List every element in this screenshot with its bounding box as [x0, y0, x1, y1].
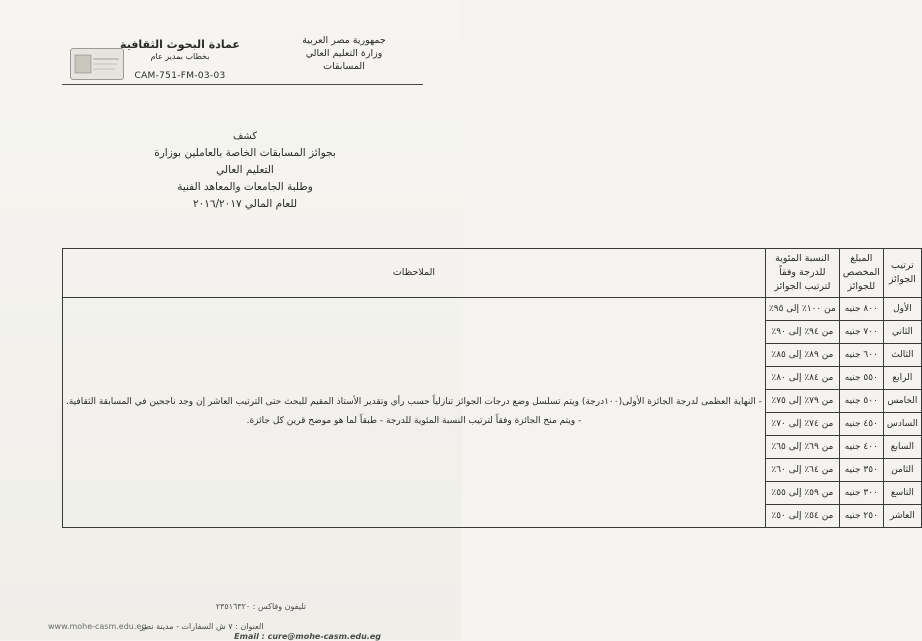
- amount-cell: ٤٠٠ جنيه: [839, 436, 883, 459]
- header-percent: النسبة المئوية للدرجة وفقاً لترتيب الجوائز: [765, 249, 839, 298]
- percent-cell: من ٦٩٪ إلى ٦٥٪: [765, 436, 839, 459]
- title-line-1: بجوائز المسابقات الخاصة بالعاملين بوزارة التعليم العالي: [154, 147, 336, 176]
- percent-cell: من ٧٩٪ إلى ٧٥٪: [765, 390, 839, 413]
- rank-cell: الخامس: [883, 390, 921, 413]
- header-line-ministry: وزارة التعليم العالي: [305, 48, 383, 59]
- footer-website: www.mohe-casm.edu.eg: [48, 622, 147, 631]
- rank-cell: التاسع: [883, 482, 921, 505]
- org-header: [120, 38, 240, 81]
- percent-cell: من ١٠٠٪ إلى ٩٥٪: [765, 298, 839, 321]
- footer-phone: تليفون وفاكس : ٢٣٥١٦٣٢٠: [215, 602, 306, 611]
- rank-cell: الثامن: [883, 459, 921, 482]
- amount-cell: ٣٠٠ جنيه: [839, 482, 883, 505]
- percent-cell: من ٩٤٪ إلى ٩٠٪: [765, 321, 839, 344]
- percent-cell: من ٧٤٪ إلى ٧٠٪: [765, 413, 839, 436]
- form-code: CAM-751-FM-03-03: [134, 71, 226, 81]
- rank-cell: السابع: [883, 436, 921, 459]
- header-divider: [62, 84, 423, 85]
- percent-cell: من ٦٤٪ إلى ٦٠٪: [765, 459, 839, 482]
- title-kashf: كشف: [232, 131, 258, 142]
- title-line-2: وطلبة الجامعات والمعاهد الفنية: [177, 181, 313, 193]
- amount-cell: ٦٠٠ جنيه: [839, 344, 883, 367]
- footer-email: Email : cure@mohe-casm.edu.eg: [234, 632, 381, 641]
- note-1: - النهاية العظمى لدرجة الجائزة الأولى(١٠٠درجة) ويتم تسلسل وضع درجات الجوائز تنازلياً حسب رأي وتقدير الأستاذ المقيم للبحث حتى الترتيب العاشر إن وجد ناجحين في المسابقة الثقافية.: [66, 397, 762, 407]
- header-line-country: جمهورية مصر العربية: [302, 35, 386, 46]
- table-header-row: [63, 249, 922, 298]
- header-rank: ترتيب الجوائز: [883, 249, 921, 298]
- ministry-header: [279, 34, 409, 73]
- footer-address: العنوان : ٧ ش السفارات - مدينة نصر: [140, 622, 264, 631]
- header-line-department: المسابقات: [323, 61, 365, 72]
- org-name: عمادة البحوث الثقافية: [120, 38, 240, 51]
- rank-cell: الأول: [883, 298, 921, 321]
- rank-cell: السادس: [883, 413, 921, 436]
- org-logo: [70, 48, 124, 80]
- amount-cell: ٥٠٠ جنيه: [839, 390, 883, 413]
- org-subtitle: بخطاب بمدير عام: [150, 52, 210, 61]
- note-2: - ويتم منح الجائزة وفقاً لترتيب النسبة المئوية للدرجة - طبقاً لما هو موضح قرين كل جائزة.: [246, 415, 582, 426]
- amount-cell: ٧٠٠ جنيه: [839, 321, 883, 344]
- amount-cell: ٣٥٠ جنيه: [839, 459, 883, 482]
- rank-cell: الثاني: [883, 321, 921, 344]
- document-title: [150, 128, 340, 213]
- header-amount: المبلغ المخصص للجوائز: [839, 249, 883, 298]
- percent-cell: من ٨٤٪ إلى ٨٠٪: [765, 367, 839, 390]
- header-notes: الملاحظات: [63, 249, 766, 298]
- amount-cell: ٥٥٠ جنيه: [839, 367, 883, 390]
- rank-cell: الثالث: [883, 344, 921, 367]
- amount-cell: ٢٥٠ جنيه: [839, 505, 883, 528]
- percent-cell: من ٨٩٪ إلى ٨٥٪: [765, 344, 839, 367]
- rank-cell: الرابع: [883, 367, 921, 390]
- rank-cell: العاشر: [883, 505, 921, 528]
- percent-cell: من ٥٤٪ إلى ٥٠٪: [765, 505, 839, 528]
- table-row: [63, 298, 922, 321]
- amount-cell: ٤٥٠ جنيه: [839, 413, 883, 436]
- amount-cell: ٨٠٠ جنيه: [839, 298, 883, 321]
- percent-cell: من ٥٩٪ إلى ٥٥٪: [765, 482, 839, 505]
- title-line-3: للعام المالي ٢٠١٦/٢٠١٧: [192, 198, 298, 210]
- prizes-table: [62, 248, 922, 528]
- notes-cell: [63, 298, 766, 528]
